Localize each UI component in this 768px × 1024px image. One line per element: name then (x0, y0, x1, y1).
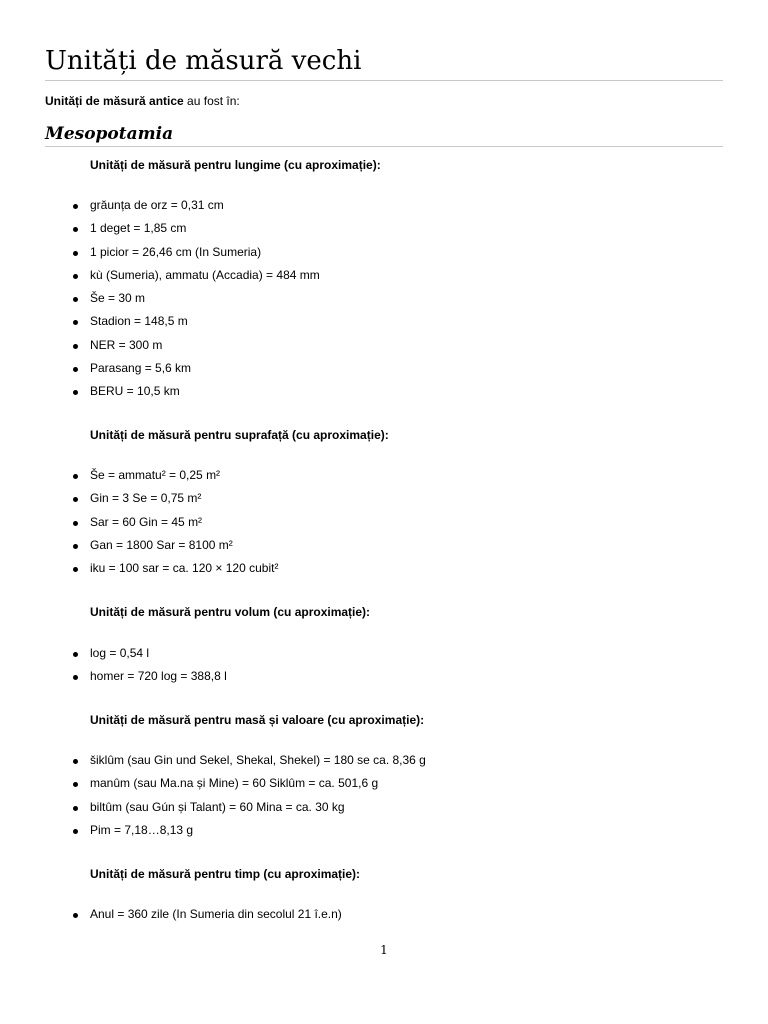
list-item: NER = 300 m (0, 334, 320, 357)
list-item: BERU = 10,5 km (0, 380, 320, 403)
list-item: grăunța de orz = 0,31 cm (0, 194, 320, 217)
list-item: Še = ammatu² = 0,25 m² (0, 464, 278, 487)
page-title: Unități de măsură vechi (45, 44, 723, 81)
list-item: biltûm (sau Gún și Talant) = 60 Mina = ca. 30 kg (0, 796, 426, 819)
intro-bold: Unități de măsură antice (45, 94, 184, 108)
intro-paragraph (45, 93, 240, 109)
subheading-surface: Unități de măsură pentru suprafață (cu aproximație): (90, 428, 389, 442)
list-item: Gan = 1800 Sar = 8100 m² (0, 534, 278, 557)
list-item: Še = 30 m (0, 287, 320, 310)
list-item: 1 deget = 1,85 cm (0, 217, 320, 240)
subheading-volume: Unități de măsură pentru volum (cu aproximație): (90, 605, 371, 619)
list-surface (0, 464, 278, 580)
list-item: Gin = 3 Se = 0,75 m² (0, 487, 278, 510)
list-item: Parasang = 5,6 km (0, 357, 320, 380)
section-heading-mesopotamia: Mesopotamia (45, 123, 723, 147)
subheading-length: Unități de măsură pentru lungime (cu aproximație): (90, 158, 381, 172)
list-item: šiklûm (sau Gin und Sekel, Shekal, Shekel) = 180 se ca. 8,36 g (0, 749, 426, 772)
list-item: iku = 100 sar = ca. 120 × 120 cubit² (0, 557, 278, 580)
list-mass (0, 749, 426, 842)
list-time (0, 903, 342, 926)
page-number: 1 (380, 943, 388, 957)
list-item: Stadion = 148,5 m (0, 310, 320, 333)
list-item: log = 0,54 l (0, 642, 227, 665)
list-item: Sar = 60 Gin = 45 m² (0, 511, 278, 534)
list-item: 1 picior = 26,46 cm (In Sumeria) (0, 241, 320, 264)
intro-rest: au fost în: (183, 94, 240, 108)
list-item: Pim = 7,18…8,13 g (0, 819, 426, 842)
list-item: manûm (sau Ma.na și Mine) = 60 Siklûm = ca. 501,6 g (0, 772, 426, 795)
list-length (0, 194, 320, 404)
subheading-time: Unități de măsură pentru timp (cu aproximație): (90, 867, 361, 881)
list-item: kù (Sumeria), ammatu (Accadia) = 484 mm (0, 264, 320, 287)
list-volume (0, 642, 227, 689)
list-item: Anul = 360 zile (In Sumeria din secolul 21 î.e.n) (0, 903, 342, 926)
subheading-mass: Unități de măsură pentru masă și valoare (cu aproximație): (90, 713, 425, 727)
list-item: homer = 720 log = 388,8 l (0, 665, 227, 688)
